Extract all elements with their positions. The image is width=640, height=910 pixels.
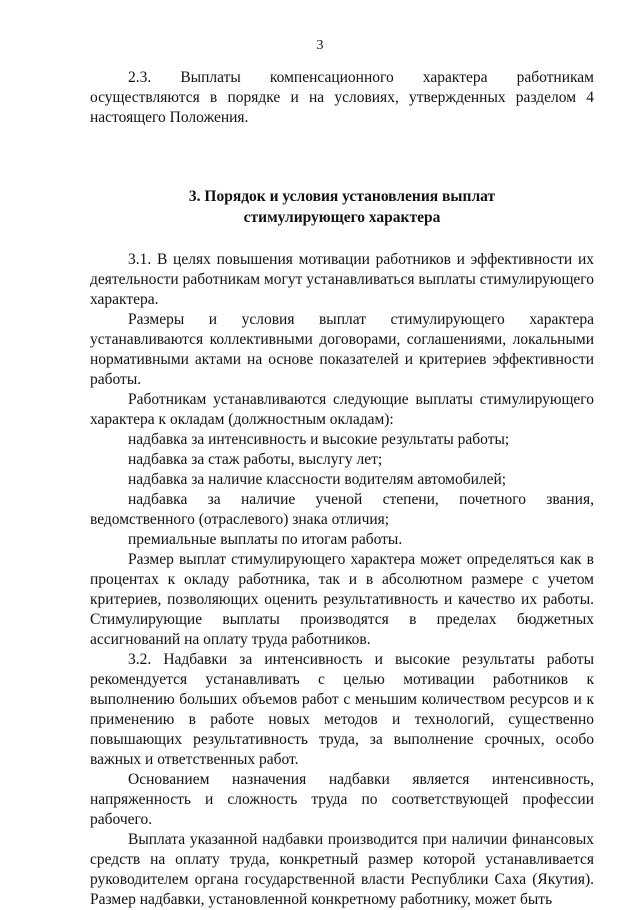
list-item: надбавка за интенсивность и высокие результаты работы; [128,431,510,448]
section-heading-line1: 3. Порядок и условия установления выплат [188,188,496,205]
paragraph-sizes: Размеры и условия выплат стимулирующего характера устанавливаются коллективными договорами, соглашениями, локальными нормативными актами на основе показателей и критериев эффективности работы. [90,311,594,388]
intro-paragraph: 2.3. Выплаты компенсационного характера работникам осуществляются в порядке и на условиях, утвержденных разделом 4 настоящего Положения. [90,69,594,126]
paragraph-3-1: 3.1. В целях повышения мотивации работников и эффективности их деятельности работникам могут устанавливаться выплаты стимулирующего характера. [90,251,594,308]
page-number: 3 [316,38,324,53]
paragraph-3-2: 3.2. Надбавки за интенсивность и высокие результаты работы рекомендуется устанавливать с целью мотивации работников к выполнению больших объемов работ с меньшим количеством ресурсов и к применению в работе новых методов и технологий, существенно повышающих результативность труда, за выполнение срочных, особо важных и ответственных работ. [90,651,594,768]
paragraph-payments-list-intro: Работникам устанавливаются следующие выплаты стимулирующего характера к окладам (должностным окладам): [90,391,594,428]
list-item: надбавка за стаж работы, выслугу лет; [128,451,383,468]
paragraph-basis: Основанием назначения надбавки является интенсивность, напряженность и сложность труда по соответствующей профессии рабочего. [90,771,594,828]
section-heading-line2: стимулирующего характера [243,209,441,226]
list-item: надбавка за наличие классности водителям автомобилей; [128,471,507,488]
document-body [90,68,594,910]
paragraph-payment-size: Размер выплат стимулирующего характера может определяться как в процентах к окладу работника, так и в абсолютном размере с учетом критериев, позволяющих оценить результативность и качество их работы. Стимулирующие выплаты производятся в пределах бюджетных ассигнований на оплату труда работников. [90,551,594,648]
paragraph-payment-conditions: Выплата указанной надбавки производится при наличии финансовых средств на оплату труда, конкретный размер которой устанавливается руководителем органа государственной власти Республики Саха (Якутия). Размер надбавки, установленной конкретному работнику, может быть [90,831,594,908]
section-heading [90,186,594,228]
list-item: премиальные выплаты по итогам работы. [128,531,403,548]
list-item: надбавка за наличие ученой степени, почетного звания, ведомственного (отраслевого) знака отличия; [90,491,594,528]
